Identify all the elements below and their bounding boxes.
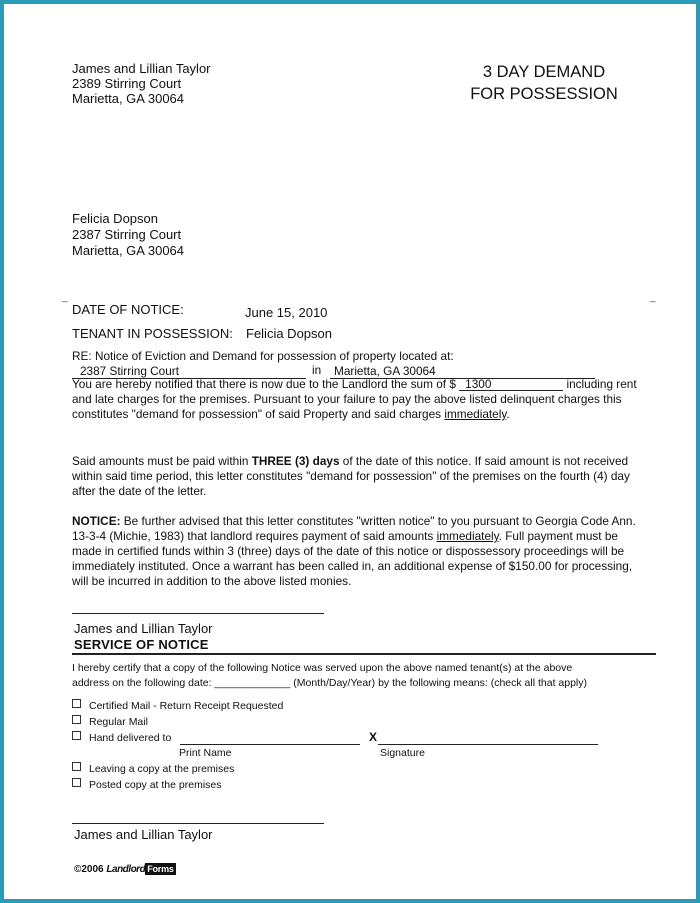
document-title — [444, 61, 644, 105]
landlord-name: James and Lillian Taylor — [72, 61, 211, 76]
document-page — [4, 4, 696, 899]
option-hand-delivered[interactable] — [72, 731, 171, 746]
tenant-in-possession-value: Felicia Dopson — [246, 326, 332, 341]
signature-x-mark: X — [369, 730, 378, 744]
footer-logo — [74, 863, 176, 875]
paragraph-three-days — [72, 454, 644, 499]
footer-brand-box: Forms — [147, 864, 174, 874]
landlord-city: Marietta, GA 30064 — [72, 91, 185, 106]
date-of-notice-label: DATE OF NOTICE: — [72, 302, 184, 317]
option-leaving-copy[interactable] — [72, 762, 234, 777]
re-city: Marietta, GA 30064 — [334, 364, 436, 378]
notice-bold-label: NOTICE: — [72, 514, 121, 528]
signature-line — [378, 744, 598, 745]
landlord-street: 2389 Stirring Court — [72, 76, 182, 91]
footer-copyright: ©2006 — [74, 864, 104, 875]
service-of-notice-heading: SERVICE OF NOTICE — [74, 637, 209, 652]
title-line-1: 3 DAY DEMAND — [482, 63, 606, 81]
footer-signature-line — [72, 823, 324, 824]
margin-mark-left: _ — [62, 292, 68, 303]
paragraph-due-notice — [72, 377, 642, 422]
due-rest-text: including rent and late charges for the premises. Pursuant to your failure to pay the above listed delinquent charges this constitutes "demand for possession" of said Property and said charges — [72, 377, 637, 421]
option-certified-mail[interactable] — [72, 699, 283, 714]
due-emphasis: immediately — [444, 407, 507, 421]
landlord-signature-name: James and Lillian Taylor — [74, 621, 213, 636]
checkbox-hand-delivered[interactable] — [72, 731, 81, 740]
notice-emphasis: immediately — [436, 529, 499, 543]
footer-signature-name: James and Lillian Taylor — [74, 827, 213, 842]
three-days-post: of the date of this notice. If said amount is not received within said time period, this letter constitutes "demand for possession" of the premises on the fourth (4) day after the date of the letter. — [72, 454, 630, 498]
re-in-word: in — [312, 363, 322, 377]
option-certified-mail-label: Certified Mail - Return Receipt Requested — [89, 700, 284, 712]
landlord-address — [72, 61, 211, 106]
re-street: 2387 Stirring Court — [80, 364, 180, 378]
print-name-caption: Print Name — [179, 747, 232, 759]
due-end: . — [506, 407, 510, 421]
landlord-signature-line — [72, 613, 324, 614]
due-lead-text: You are hereby notified that there is now due to the Landlord the sum of $ — [72, 377, 456, 391]
option-leaving-copy-label: Leaving a copy at the premises — [89, 763, 235, 775]
option-posted-copy[interactable] — [72, 778, 222, 793]
option-posted-copy-label: Posted copy at the premises — [89, 779, 222, 791]
print-name-line — [180, 744, 360, 745]
tenant-name: Felicia Dopson — [72, 211, 158, 226]
footer-brand-italic: Landlord — [106, 864, 146, 875]
notice-pre: Be further advised that this letter constitutes "written notice" to you pursuant to Georgia Code Ann. 13-3-4 (Michie, 1983) that landlord requires payment of said amounts — [72, 514, 636, 543]
tenant-address — [72, 211, 184, 259]
re-line: RE: Notice of Eviction and Demand for possession of property located at: — [72, 349, 454, 363]
checkbox-posted-copy[interactable] — [72, 778, 81, 787]
amount-due-field — [459, 378, 563, 391]
paragraph-written-notice — [72, 514, 644, 589]
three-days-bold: THREE (3) days — [251, 454, 340, 468]
checkbox-certified-mail[interactable] — [72, 699, 81, 708]
notice-post: . Full payment must be made in certified funds within 3 (three) days of the date of this notice or dispossessory proceedings will be immediately instituted. Once a warrant has been called in, an additional expense of $150.00 for processing, will be incurred in addition to the above listed monies. — [72, 529, 633, 588]
certify-line-1: I hereby certify that a copy of the following Notice was served upon the above named tenant(s) at the above — [72, 662, 573, 674]
tenant-city: Marietta, GA 30064 — [72, 243, 185, 258]
three-days-pre: Said amounts must be paid within — [72, 454, 252, 468]
date-of-notice-value: June 15, 2010 — [245, 305, 328, 320]
title-line-2: FOR POSSESSION — [470, 85, 618, 103]
signature-caption: Signature — [380, 747, 425, 759]
option-regular-mail-label: Regular Mail — [89, 716, 148, 728]
amount-due-value: 1300 — [465, 377, 492, 391]
checkbox-regular-mail[interactable] — [72, 715, 81, 724]
certify-line-2: address on the following date: _____________ (Month/Day/Year) by the following means: (check all that apply) — [72, 677, 588, 689]
option-regular-mail[interactable] — [72, 715, 148, 730]
margin-mark-right: _ — [650, 292, 656, 303]
tenant-in-possession-label: TENANT IN POSSESSION: — [72, 326, 233, 341]
service-heading-rule — [72, 653, 656, 655]
option-hand-delivered-label: Hand delivered to — [89, 732, 172, 744]
checkbox-leaving-copy[interactable] — [72, 762, 81, 771]
tenant-street: 2387 Stirring Court — [72, 227, 182, 242]
